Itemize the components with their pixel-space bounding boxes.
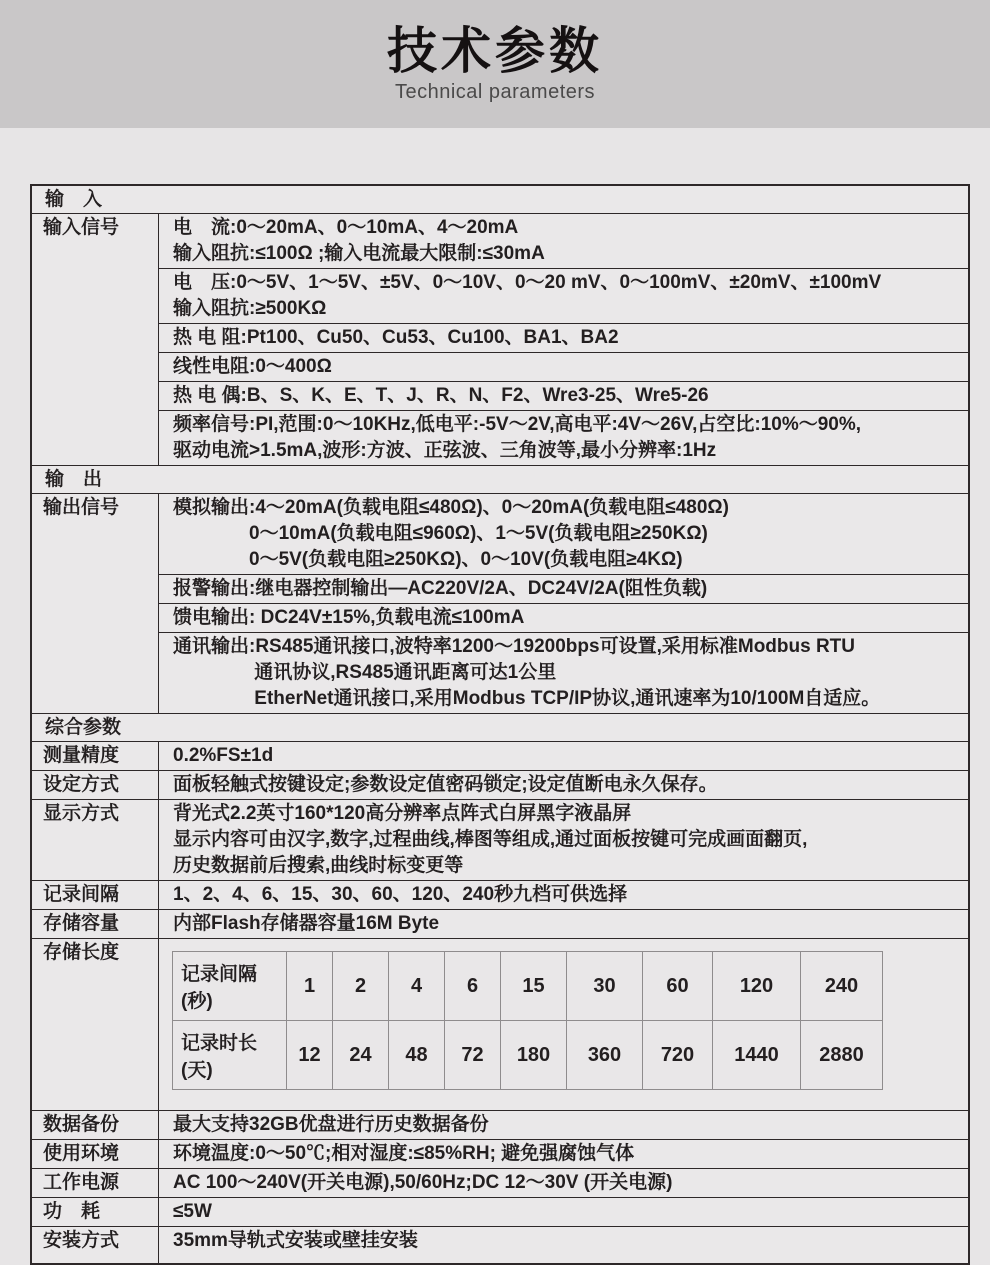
storage-value: 60 bbox=[643, 952, 713, 1021]
storage-value: 2880 bbox=[801, 1021, 883, 1090]
storage-value: 720 bbox=[643, 1021, 713, 1090]
spec-line: 最大支持32GB优盘进行历史数据备份 bbox=[173, 1114, 489, 1135]
spec-cell bbox=[159, 214, 968, 269]
spec-cell bbox=[159, 1111, 968, 1139]
storage-value: 12 bbox=[287, 1021, 333, 1090]
spec-line: 环境温度:0～50℃;相对湿度:≤85%RH; 避免强腐蚀气体 bbox=[173, 1143, 635, 1164]
spec-line: 内部Flash存储器容量16M Byte bbox=[173, 913, 440, 934]
param-content bbox=[159, 771, 968, 799]
spec-line: 模拟输出:4～20mA(负载电阻≤480Ω)、0～20mA(负载电阻≤480Ω) bbox=[173, 497, 729, 518]
spec-line: 电 流:0～20mA、0～10mA、4～20mA bbox=[173, 217, 519, 238]
param-label: 记录间隔 bbox=[32, 881, 159, 909]
spec-line: 1、2、4、6、15、30、60、120、240秒九档可供选择 bbox=[173, 884, 628, 905]
storage-row-label: 记录时长(天) bbox=[173, 1021, 287, 1090]
storage-value: 15 bbox=[501, 952, 567, 1021]
param-label: 输出信号 bbox=[32, 494, 159, 713]
param-label: 显示方式 bbox=[32, 800, 159, 880]
param-label: 存储长度 bbox=[32, 939, 159, 1110]
param-row bbox=[32, 910, 968, 939]
spec-line: 线性电阻:0～400Ω bbox=[173, 356, 332, 377]
param-row bbox=[32, 939, 968, 1111]
param-content bbox=[159, 1111, 968, 1139]
param-label: 工作电源 bbox=[32, 1169, 159, 1197]
spec-line: 驱动电流>1.5mA,波形:方波、正弦波、三角波等,最小分辨率:1Hz bbox=[173, 440, 717, 461]
spec-line: 输入阻抗:≥500KΩ bbox=[173, 298, 327, 319]
param-label: 测量精度 bbox=[32, 742, 159, 770]
spec-cell bbox=[159, 324, 968, 353]
spec-line: 35mm导轨式安装或壁挂安装 bbox=[173, 1230, 418, 1251]
spec-cell bbox=[159, 633, 968, 713]
spec-line: 通讯协议,RS485通讯距离可达1公里 bbox=[173, 662, 557, 683]
spec-line: 热 电 阻:Pt100、Cu50、Cu53、Cu100、BA1、BA2 bbox=[173, 327, 619, 348]
param-row bbox=[32, 742, 968, 771]
spec-table bbox=[30, 184, 970, 1265]
spec-line: 历史数据前后搜索,曲线时标变更等 bbox=[173, 855, 464, 876]
storage-table-row bbox=[173, 952, 883, 1021]
storage-value: 24 bbox=[333, 1021, 389, 1090]
spec-cell bbox=[159, 1227, 968, 1263]
param-content bbox=[159, 1227, 968, 1263]
spec-cell bbox=[159, 494, 968, 575]
spec-line: 频率信号:PI,范围:0～10KHz,低电平:-5V～2V,高电平:4V～26V,占空比:10%～90%, bbox=[173, 414, 862, 435]
param-row bbox=[32, 1111, 968, 1140]
spec-line: 背光式2.2英寸160*120高分辨率点阵式白屏黑字液晶屏 bbox=[173, 803, 632, 824]
spec-cell bbox=[159, 382, 968, 411]
spec-cell bbox=[159, 800, 968, 880]
spec-line: 输入阻抗:≤100Ω ;输入电流最大限制:≤30mA bbox=[173, 243, 545, 264]
storage-value: 240 bbox=[801, 952, 883, 1021]
page-header bbox=[0, 0, 990, 128]
storage-value: 1440 bbox=[713, 1021, 801, 1090]
param-row bbox=[32, 494, 968, 714]
param-content bbox=[159, 910, 968, 938]
spec-cell bbox=[159, 742, 968, 770]
spec-cell bbox=[159, 771, 968, 799]
param-row bbox=[32, 1140, 968, 1169]
storage-value: 6 bbox=[445, 952, 501, 1021]
spec-line: 通讯输出:RS485通讯接口,波特率1200～19200bps可设置,采用标准Modbus RTU bbox=[173, 636, 856, 657]
spec-cell bbox=[159, 881, 968, 909]
param-row bbox=[32, 800, 968, 881]
param-label: 安装方式 bbox=[32, 1227, 159, 1263]
param-content bbox=[159, 494, 968, 713]
param-content bbox=[159, 800, 968, 880]
param-content bbox=[159, 1140, 968, 1168]
section-row bbox=[32, 466, 968, 494]
storage-table bbox=[172, 951, 883, 1090]
spec-line: 面板轻触式按键设定;参数设定值密码锁定;设定值断电永久保存。 bbox=[173, 774, 718, 795]
spec-line: EtherNet通讯接口,采用Modbus TCP/IP协议,通讯速率为10/100M自适应。 bbox=[173, 688, 881, 709]
param-label: 功 耗 bbox=[32, 1198, 159, 1226]
param-content bbox=[159, 1169, 968, 1197]
spec-cell bbox=[159, 411, 968, 465]
param-row bbox=[32, 214, 968, 466]
storage-row-label: 记录间隔(秒) bbox=[173, 952, 287, 1021]
param-row bbox=[32, 771, 968, 800]
spec-line: 显示内容可由汉字,数字,过程曲线,棒图等组成,通过面板按键可完成画面翻页, bbox=[173, 829, 808, 850]
spec-line: 0.2%FS±1d bbox=[173, 745, 274, 766]
param-label: 使用环境 bbox=[32, 1140, 159, 1168]
spec-cell bbox=[159, 1169, 968, 1197]
spec-line: 馈电输出: DC24V±15%,负载电流≤100mA bbox=[173, 607, 525, 628]
param-row bbox=[32, 881, 968, 910]
spec-cell bbox=[159, 1198, 968, 1226]
param-label: 数据备份 bbox=[32, 1111, 159, 1139]
storage-value: 2 bbox=[333, 952, 389, 1021]
spec-cell bbox=[159, 353, 968, 382]
spec-cell bbox=[159, 575, 968, 604]
param-label: 存储容量 bbox=[32, 910, 159, 938]
storage-value: 48 bbox=[389, 1021, 445, 1090]
param-label: 设定方式 bbox=[32, 771, 159, 799]
spec-line: ≤5W bbox=[173, 1201, 212, 1222]
param-content bbox=[159, 214, 968, 465]
param-row bbox=[32, 1169, 968, 1198]
storage-value: 1 bbox=[287, 952, 333, 1021]
spec-cell bbox=[159, 910, 968, 938]
spec-cell bbox=[159, 269, 968, 324]
section-label: 输 入 bbox=[45, 189, 103, 210]
storage-value: 360 bbox=[567, 1021, 643, 1090]
storage-value: 4 bbox=[389, 952, 445, 1021]
section-row bbox=[32, 186, 968, 214]
storage-table-row bbox=[173, 1021, 883, 1090]
param-content bbox=[159, 1198, 968, 1226]
param-row bbox=[32, 1198, 968, 1227]
spec-line: 热 电 偶:B、S、K、E、T、J、R、N、F2、Wre3-25、Wre5-26 bbox=[173, 385, 709, 406]
section-row bbox=[32, 714, 968, 742]
section-label: 综合参数 bbox=[45, 717, 122, 738]
param-row bbox=[32, 1227, 968, 1263]
param-label: 输入信号 bbox=[32, 214, 159, 465]
page-subtitle: Technical parameters bbox=[394, 81, 596, 103]
spec-line: 电 压:0～5V、1～5V、±5V、0～10V、0～20 mV、0～100mV、±20mV、±100mV bbox=[173, 272, 882, 293]
storage-value: 30 bbox=[567, 952, 643, 1021]
spec-line: 0～5V(负载电阻≥250KΩ)、0～10V(负载电阻≥4KΩ) bbox=[173, 549, 683, 570]
spec-line: AC 100～240V(开关电源),50/60Hz;DC 12～30V (开关电源) bbox=[173, 1172, 673, 1193]
param-content bbox=[159, 742, 968, 770]
spec-line: 0～10mA(负载电阻≤960Ω)、1～5V(负载电阻≥250KΩ) bbox=[173, 523, 708, 544]
spec-line: 报警输出:继电器控制输出—AC220V/2A、DC24V/2A(阻性负载) bbox=[173, 578, 708, 599]
section-label: 输 出 bbox=[45, 469, 103, 490]
storage-value: 120 bbox=[713, 952, 801, 1021]
param-content bbox=[159, 881, 968, 909]
storage-value: 180 bbox=[501, 1021, 567, 1090]
storage-table-wrap bbox=[159, 939, 968, 1110]
page-title: 技术参数 bbox=[387, 23, 603, 79]
storage-value: 72 bbox=[445, 1021, 501, 1090]
spec-cell bbox=[159, 604, 968, 633]
param-content bbox=[159, 939, 968, 1110]
spec-cell bbox=[159, 1140, 968, 1168]
